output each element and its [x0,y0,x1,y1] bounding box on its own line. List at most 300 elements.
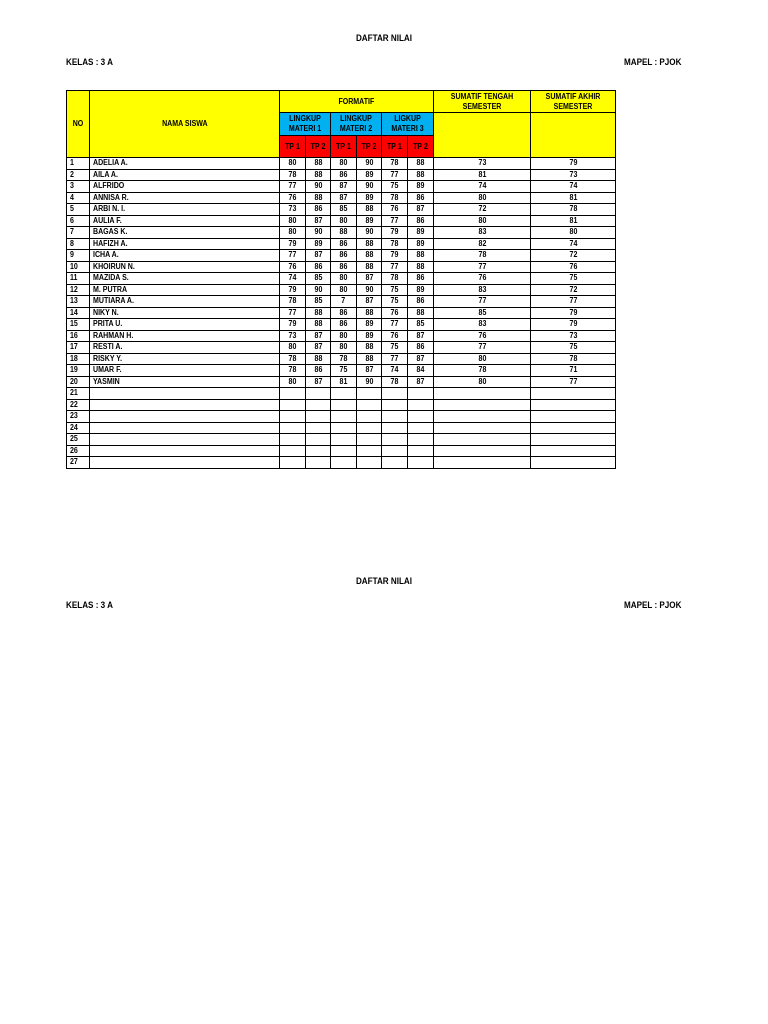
table-row [67,273,616,285]
table-row [67,319,616,331]
cell-formatif-score [382,411,408,423]
cell-formatif-score: 87 [408,204,434,216]
grades-table [66,90,616,469]
cell-formatif-score [331,445,357,457]
cell-formatif-score [357,457,382,469]
header-sas-blank [531,113,616,158]
cell-formatif-score: 80 [331,273,357,285]
table-row [67,238,616,250]
cell-formatif-score: 78 [280,353,306,365]
cell-nama: AULIA F. [90,215,280,227]
cell-no: 19 [67,365,90,377]
cell-nama [90,399,280,411]
cell-formatif-score: 78 [331,353,357,365]
cell-formatif-score: 77 [382,215,408,227]
cell-sumatif-tengah: 80 [434,192,531,204]
cell-formatif-score: 88 [357,261,382,273]
cell-formatif-score [280,434,306,446]
cell-sumatif-akhir: 77 [531,296,616,308]
cell-formatif-score: 76 [382,204,408,216]
table-row [67,307,616,319]
cell-no: 5 [67,204,90,216]
cell-sumatif-akhir: 71 [531,365,616,377]
cell-formatif-score: 86 [306,204,331,216]
cell-nama: ADELIA A. [90,158,280,170]
cell-formatif-score [280,399,306,411]
cell-formatif-score: 80 [280,342,306,354]
cell-formatif-score: 75 [382,296,408,308]
cell-formatif-score: 87 [331,181,357,193]
cell-formatif-score [331,457,357,469]
cell-sumatif-tengah: 77 [434,342,531,354]
cell-formatif-score: 76 [382,307,408,319]
cell-formatif-score: 75 [382,181,408,193]
cell-no: 16 [67,330,90,342]
cell-formatif-score [306,457,331,469]
cell-formatif-score: 88 [306,319,331,331]
table-row [67,457,616,469]
cell-sumatif-tengah: 85 [434,307,531,319]
cell-formatif-score: 86 [408,273,434,285]
page-title: DAFTAR NILAI [355,33,413,43]
cell-formatif-score [357,399,382,411]
cell-formatif-score: 90 [357,227,382,239]
cell-sumatif-akhir: 79 [531,319,616,331]
cell-no: 2 [67,169,90,181]
cell-nama: BAGAS K. [90,227,280,239]
cell-formatif-score: 89 [408,227,434,239]
cell-no: 20 [67,376,90,388]
cell-formatif-score: 88 [306,158,331,170]
cell-formatif-score: 80 [331,342,357,354]
cell-formatif-score: 85 [306,273,331,285]
cell-sumatif-tengah: 81 [434,169,531,181]
cell-no: 18 [67,353,90,365]
cell-no: 24 [67,422,90,434]
cell-nama [90,411,280,423]
cell-formatif-score: 88 [357,353,382,365]
cell-formatif-score: 86 [408,342,434,354]
cell-sumatif-tengah [434,422,531,434]
cell-formatif-score: 76 [280,261,306,273]
table-row [67,365,616,377]
cell-formatif-score [357,434,382,446]
cell-formatif-score: 86 [331,307,357,319]
cell-sumatif-akhir: 77 [531,376,616,388]
cell-formatif-score: 77 [280,250,306,262]
cell-nama [90,457,280,469]
cell-sumatif-akhir: 81 [531,192,616,204]
cell-formatif-score [331,388,357,400]
cell-formatif-score: 75 [382,284,408,296]
cell-formatif-score: 73 [280,330,306,342]
cell-formatif-score [280,388,306,400]
cell-sumatif-akhir: 79 [531,307,616,319]
cell-formatif-score: 81 [331,376,357,388]
cell-sumatif-tengah: 83 [434,227,531,239]
table-row [67,250,616,262]
cell-formatif-score: 79 [280,284,306,296]
cell-no: 14 [67,307,90,319]
cell-formatif-score [408,388,434,400]
cell-formatif-score: 74 [280,273,306,285]
cell-formatif-score: 87 [408,330,434,342]
cell-formatif-score: 86 [408,192,434,204]
cell-sumatif-tengah: 76 [434,330,531,342]
cell-formatif-score [408,445,434,457]
table-row [67,261,616,273]
header-lm1-tp1: TP 1 [280,136,306,158]
cell-formatif-score: 88 [306,192,331,204]
cell-sumatif-akhir: 73 [531,169,616,181]
cell-no: 9 [67,250,90,262]
cell-formatif-score: 88 [331,227,357,239]
cell-sumatif-tengah [434,445,531,457]
cell-formatif-score: 87 [408,376,434,388]
cell-nama: YASMIN [90,376,280,388]
cell-formatif-score: 79 [280,319,306,331]
table-row [67,399,616,411]
cell-formatif-score: 74 [382,365,408,377]
cell-formatif-score: 87 [306,215,331,227]
cell-formatif-score: 79 [382,250,408,262]
cell-formatif-score: 87 [306,376,331,388]
cell-formatif-score [408,457,434,469]
cell-formatif-score: 90 [357,158,382,170]
cell-formatif-score: 89 [357,330,382,342]
mapel-label-2: MAPEL : PJOK [624,600,682,610]
cell-formatif-score: 88 [357,342,382,354]
header-lingkup-materi-3: LIGKUP MATERI 3 [382,113,434,136]
page-title-2: DAFTAR NILAI [355,576,413,586]
cell-sumatif-tengah: 74 [434,181,531,193]
kelas-label-2: KELAS : 3 A [66,600,113,610]
cell-formatif-score: 78 [382,238,408,250]
cell-formatif-score: 86 [331,261,357,273]
cell-no: 15 [67,319,90,331]
cell-formatif-score: 78 [382,376,408,388]
header-lm3-tp1: TP 1 [382,136,408,158]
cell-formatif-score: 89 [408,284,434,296]
cell-formatif-score: 79 [382,227,408,239]
cell-formatif-score: 89 [357,215,382,227]
cell-formatif-score: 88 [408,307,434,319]
cell-sumatif-akhir: 81 [531,215,616,227]
table-row [67,353,616,365]
cell-formatif-score: 78 [280,365,306,377]
table-row [67,422,616,434]
cell-formatif-score: 90 [306,181,331,193]
cell-formatif-score [306,411,331,423]
cell-formatif-score: 73 [280,204,306,216]
cell-formatif-score: 88 [306,169,331,181]
cell-formatif-score: 75 [331,365,357,377]
cell-formatif-score [382,388,408,400]
cell-formatif-score: 90 [306,284,331,296]
cell-no: 26 [67,445,90,457]
table-row [67,445,616,457]
cell-sumatif-tengah [434,457,531,469]
cell-no: 22 [67,399,90,411]
cell-formatif-score: 76 [382,330,408,342]
cell-formatif-score [408,399,434,411]
cell-no: 3 [67,181,90,193]
cell-nama [90,388,280,400]
cell-sumatif-tengah: 73 [434,158,531,170]
cell-formatif-score: 87 [331,192,357,204]
cell-formatif-score: 89 [357,169,382,181]
table-row [67,411,616,423]
cell-sumatif-akhir: 72 [531,284,616,296]
cell-sumatif-tengah: 83 [434,319,531,331]
cell-formatif-score: 80 [280,376,306,388]
cell-formatif-score: 88 [357,204,382,216]
cell-sumatif-tengah: 78 [434,250,531,262]
cell-no: 10 [67,261,90,273]
cell-formatif-score [306,388,331,400]
table-row [67,169,616,181]
cell-formatif-score [331,399,357,411]
cell-formatif-score: 87 [357,365,382,377]
cell-no: 8 [67,238,90,250]
cell-formatif-score: 86 [306,365,331,377]
cell-nama: ICHA A. [90,250,280,262]
cell-formatif-score: 78 [280,169,306,181]
cell-formatif-score: 7 [331,296,357,308]
cell-formatif-score: 88 [306,307,331,319]
header-sumatif-tengah: SUMATIF TENGAH SEMESTER [434,91,531,113]
cell-formatif-score: 78 [382,158,408,170]
cell-formatif-score [382,434,408,446]
cell-formatif-score: 78 [280,296,306,308]
table-row [67,192,616,204]
cell-no: 6 [67,215,90,227]
header-lingkup-materi-1: LINGKUP MATERI 1 [280,113,331,136]
cell-formatif-score [382,445,408,457]
table-row [67,342,616,354]
cell-formatif-score: 88 [408,158,434,170]
cell-formatif-score: 87 [306,250,331,262]
cell-formatif-score: 85 [331,204,357,216]
cell-formatif-score: 86 [408,215,434,227]
cell-formatif-score [408,422,434,434]
cell-formatif-score [306,399,331,411]
cell-formatif-score: 90 [357,181,382,193]
header-sts-blank [434,113,531,158]
cell-sumatif-tengah [434,388,531,400]
cell-formatif-score: 77 [280,307,306,319]
cell-formatif-score: 80 [331,215,357,227]
cell-no: 21 [67,388,90,400]
header-sumatif-akhir: SUMATIF AKHIR SEMESTER [531,91,616,113]
cell-sumatif-tengah: 83 [434,284,531,296]
cell-sumatif-tengah: 77 [434,296,531,308]
cell-formatif-score [280,411,306,423]
cell-formatif-score: 85 [306,296,331,308]
cell-formatif-score [280,457,306,469]
cell-formatif-score: 86 [306,261,331,273]
cell-sumatif-tengah: 72 [434,204,531,216]
cell-formatif-score [331,411,357,423]
cell-formatif-score [306,422,331,434]
cell-sumatif-akhir [531,445,616,457]
cell-no: 7 [67,227,90,239]
header-nama-siswa: NAMA SISWA [90,91,280,158]
cell-sumatif-akhir: 76 [531,261,616,273]
cell-nama: UMAR F. [90,365,280,377]
cell-formatif-score: 89 [306,238,331,250]
cell-formatif-score: 77 [382,319,408,331]
cell-formatif-score: 88 [408,169,434,181]
cell-sumatif-tengah: 78 [434,365,531,377]
cell-sumatif-akhir [531,399,616,411]
cell-formatif-score: 78 [382,273,408,285]
cell-sumatif-akhir: 75 [531,273,616,285]
cell-nama: MUTIARA A. [90,296,280,308]
cell-no: 23 [67,411,90,423]
cell-sumatif-akhir: 74 [531,181,616,193]
cell-formatif-score: 87 [357,273,382,285]
cell-formatif-score: 90 [357,284,382,296]
cell-sumatif-akhir: 74 [531,238,616,250]
cell-formatif-score: 87 [306,342,331,354]
cell-formatif-score: 89 [357,319,382,331]
cell-formatif-score: 80 [331,158,357,170]
kelas-label: KELAS : 3 A [66,57,113,67]
cell-formatif-score: 89 [408,181,434,193]
cell-formatif-score: 87 [306,330,331,342]
table-row [67,227,616,239]
cell-formatif-score: 80 [280,215,306,227]
cell-sumatif-tengah: 76 [434,273,531,285]
cell-sumatif-akhir [531,457,616,469]
cell-formatif-score [357,411,382,423]
cell-sumatif-tengah: 80 [434,215,531,227]
cell-formatif-score: 88 [357,250,382,262]
mapel-label: MAPEL : PJOK [624,57,682,67]
cell-formatif-score: 85 [408,319,434,331]
cell-formatif-score [280,445,306,457]
table-row [67,434,616,446]
cell-formatif-score: 84 [408,365,434,377]
cell-formatif-score: 86 [331,319,357,331]
cell-formatif-score [408,434,434,446]
cell-formatif-score: 78 [382,192,408,204]
cell-no: 4 [67,192,90,204]
cell-formatif-score: 80 [280,158,306,170]
cell-formatif-score [382,422,408,434]
cell-sumatif-akhir: 80 [531,227,616,239]
cell-nama: RAHMAN H. [90,330,280,342]
cell-formatif-score [382,399,408,411]
cell-formatif-score: 86 [331,169,357,181]
cell-formatif-score: 80 [280,227,306,239]
cell-nama: M. PUTRA [90,284,280,296]
cell-sumatif-akhir: 73 [531,330,616,342]
cell-formatif-score [306,434,331,446]
cell-formatif-score: 77 [382,169,408,181]
cell-formatif-score [357,388,382,400]
cell-nama: NIKY N. [90,307,280,319]
cell-formatif-score [331,434,357,446]
cell-formatif-score: 79 [280,238,306,250]
cell-formatif-score [331,422,357,434]
cell-formatif-score: 89 [408,238,434,250]
cell-sumatif-akhir: 79 [531,158,616,170]
cell-no: 25 [67,434,90,446]
table-row [67,158,616,170]
table-row [67,181,616,193]
table-row [67,215,616,227]
cell-formatif-score [382,457,408,469]
header-lm2-tp2: TP 2 [357,136,382,158]
table-row [67,330,616,342]
cell-sumatif-tengah: 80 [434,376,531,388]
cell-formatif-score: 76 [280,192,306,204]
cell-nama: ARBI N. I. [90,204,280,216]
cell-no: 27 [67,457,90,469]
cell-formatif-score [357,422,382,434]
cell-formatif-score: 86 [331,238,357,250]
cell-nama: KHOIRUN N. [90,261,280,273]
cell-sumatif-akhir: 72 [531,250,616,262]
header-lingkup-materi-2: LINGKUP MATERI 2 [331,113,382,136]
cell-formatif-score: 87 [357,296,382,308]
cell-nama: MAZIDA S. [90,273,280,285]
cell-formatif-score: 77 [382,261,408,273]
cell-sumatif-tengah [434,434,531,446]
cell-sumatif-akhir: 78 [531,353,616,365]
cell-no: 11 [67,273,90,285]
cell-sumatif-akhir: 75 [531,342,616,354]
cell-formatif-score: 90 [306,227,331,239]
table-row [67,284,616,296]
cell-nama [90,434,280,446]
cell-nama [90,422,280,434]
cell-nama: ANNISA R. [90,192,280,204]
cell-sumatif-tengah: 77 [434,261,531,273]
header-no: NO [67,91,90,158]
cell-nama: ALFRIDO [90,181,280,193]
table-row [67,296,616,308]
cell-nama: AILA A. [90,169,280,181]
cell-nama: RESTI A. [90,342,280,354]
header-lm3-tp2: TP 2 [408,136,434,158]
cell-formatif-score [306,445,331,457]
cell-formatif-score: 90 [357,376,382,388]
table-row [67,376,616,388]
cell-formatif-score: 88 [408,250,434,262]
cell-sumatif-tengah [434,411,531,423]
cell-nama: HAFIZH A. [90,238,280,250]
table-row [67,388,616,400]
cell-formatif-score: 88 [306,353,331,365]
cell-formatif-score: 88 [408,261,434,273]
cell-sumatif-tengah [434,399,531,411]
cell-formatif-score: 87 [408,353,434,365]
cell-no: 1 [67,158,90,170]
cell-no: 12 [67,284,90,296]
cell-sumatif-akhir [531,422,616,434]
cell-sumatif-akhir: 78 [531,204,616,216]
cell-no: 13 [67,296,90,308]
cell-no: 17 [67,342,90,354]
header-lm2-tp1: TP 1 [331,136,357,158]
header-formatif: FORMATIF [280,91,434,113]
cell-sumatif-akhir [531,434,616,446]
cell-formatif-score: 88 [357,238,382,250]
cell-formatif-score: 86 [408,296,434,308]
